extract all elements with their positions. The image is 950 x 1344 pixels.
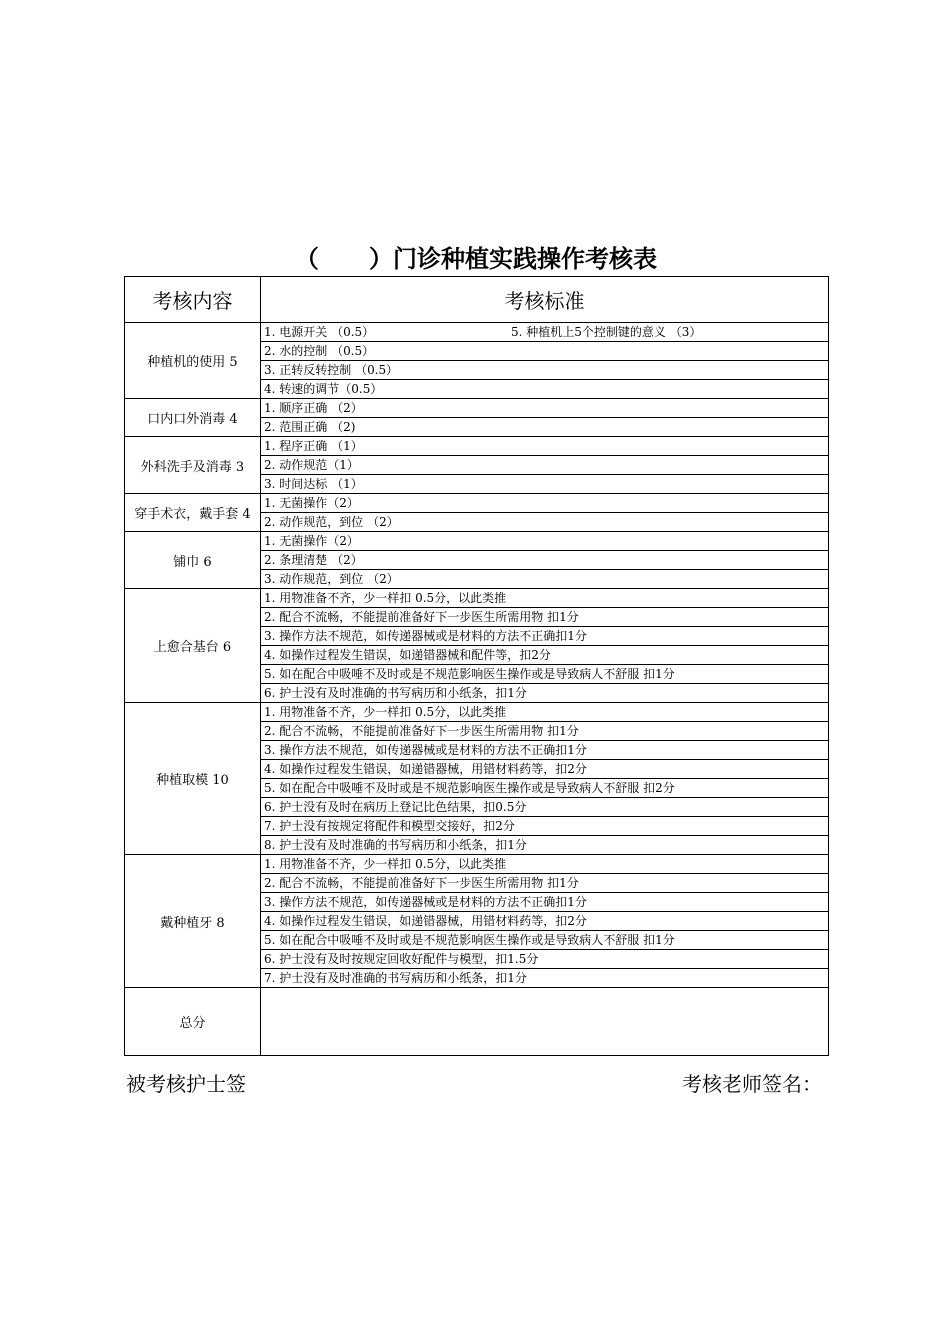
section-label: 上愈合基台 6 [125,589,261,703]
table-header-row [125,277,829,323]
standard-item [261,570,828,588]
section-standards [261,703,829,855]
standard-item-text: 2. 条理清楚 （2） [264,553,363,567]
standard-item [261,969,828,987]
section-label: 口内口外消毒 4 [125,399,261,437]
standard-item-text: 1. 顺序正确 （2） [264,401,363,415]
standard-item [261,323,828,342]
standard-item [261,437,828,456]
standard-item [261,684,828,702]
section-label: 种植取模 10 [125,703,261,855]
standard-item [261,703,828,722]
standard-item-text: 4. 如操作过程发生错误，如递错器械，用错材料药等，扣2分 [264,914,587,928]
section-standards [261,437,829,494]
section-row [125,703,829,855]
standard-item-text: 4. 如操作过程发生错误，如递错器械，用错材料药等，扣2分 [264,762,587,776]
standard-item-text: 3. 时间达标 （1） [264,477,363,491]
header-standard: 考核标准 [261,277,829,323]
section-row [125,437,829,494]
standard-item-text: 7. 护士没有按规定将配件和模型交接好，扣2分 [264,819,515,833]
standard-item [261,532,828,551]
standard-item-text: 4. 转速的调节（0.5） [264,382,383,396]
standard-item-text: 5. 如在配合中吸唾不及时或是不规范影响医生操作或是导致病人不舒服 扣1分 [264,933,675,947]
section-label: 铺巾 6 [125,532,261,589]
section-standards [261,399,829,437]
total-score-cell[interactable] [261,988,829,1056]
standard-item-text: 1. 用物准备不齐，少一样扣 0.5分，以此类推 [264,591,507,605]
standard-item [261,361,828,380]
standard-item [261,836,828,854]
section-row [125,399,829,437]
standard-item [261,874,828,893]
section-row [125,855,829,988]
section-standards [261,323,829,399]
standard-item-text: 2. 配合不流畅，不能提前准备好下一步医生所需用物 扣1分 [264,610,579,624]
standard-item-text: 6. 护士没有及时按规定回收好配件与模型，扣1.5分 [264,952,539,966]
standard-item-text: 2. 配合不流畅，不能提前准备好下一步医生所需用物 扣1分 [264,876,579,890]
standard-item [261,380,828,398]
standard-item-text: 2. 水的控制 （0.5） [264,344,375,358]
standard-item-text: 8. 护士没有及时准确的书写病历和小纸条，扣1分 [264,838,527,852]
standard-item [261,608,828,627]
section-label: 穿手术衣，戴手套 4 [125,494,261,532]
standard-item-text: 2. 范围正确 （2) [264,420,356,434]
standard-item [261,855,828,874]
standard-item-text: 7. 护士没有及时准确的书写病历和小纸条，扣1分 [264,971,527,985]
standard-item [261,817,828,836]
standard-item-text: 6. 护士没有及时在病历上登记比色结果，扣0.5分 [264,800,527,814]
standard-item-text: 1. 无菌操作（2） [264,534,359,548]
section-standards [261,532,829,589]
standard-item-text: 6. 护士没有及时准确的书写病历和小纸条，扣1分 [264,686,527,700]
assessment-table [124,276,829,1056]
standard-item [261,418,828,436]
section-row [125,589,829,703]
total-row [125,988,829,1056]
standard-item-text: 1. 电源开关 （0.5） [264,325,375,339]
standard-item-text: 3. 操作方法不规范，如传递器械或是材料的方法不正确扣1分 [264,629,587,643]
section-label: 外科洗手及消毒 3 [125,437,261,494]
standard-item-text: 3. 操作方法不规范，如传递器械或是材料的方法不正确扣1分 [264,895,587,909]
standard-item [261,627,828,646]
standard-item [261,798,828,817]
standard-item-extra: 5. 种植机上5个控制键的意义 （3） [511,325,702,339]
standard-item-text: 1. 无菌操作（2） [264,496,359,510]
standard-item [261,741,828,760]
standard-item [261,399,828,418]
total-label: 总分 [125,988,261,1056]
section-label: 戴种植牙 8 [125,855,261,988]
standard-item-text: 1. 用物准备不齐，少一样扣 0.5分，以此类推 [264,705,507,719]
section-row [125,494,829,532]
standard-item [261,646,828,665]
standard-item-text: 4. 如操作过程发生错误，如递错器械和配件等，扣2分 [264,648,551,662]
standard-item [261,475,828,493]
section-standards [261,855,829,988]
standard-item [261,665,828,684]
header-content: 考核内容 [125,277,261,323]
section-row [125,323,829,399]
standard-item-text: 2. 动作规范（1） [264,458,359,472]
standard-item [261,456,828,475]
standard-item [261,912,828,931]
teacher-signature-label: 考核老师签名： [682,1072,822,1096]
standard-item-text: 3. 正转反转控制 （0.5） [264,363,399,377]
standard-item-text: 5. 如在配合中吸唾不及时或是不规范影响医生操作或是导致病人不舒服 扣1分 [264,667,675,681]
standard-item [261,722,828,741]
section-label: 种植机的使用 5 [125,323,261,399]
section-standards [261,494,829,532]
standard-item [261,950,828,969]
nurse-signature-label: 被考核护士签 [126,1072,246,1096]
standard-item [261,893,828,912]
standard-item-text: 1. 用物准备不齐，少一样扣 0.5分，以此类推 [264,857,507,871]
section-standards [261,589,829,703]
standard-item [261,513,828,531]
standard-item-text: 5. 如在配合中吸唾不及时或是不规范影响医生操作或是导致病人不舒服 扣2分 [264,781,675,795]
standard-item [261,494,828,513]
standard-item [261,589,828,608]
standard-item [261,551,828,570]
standard-item-text: 2. 配合不流畅，不能提前准备好下一步医生所需用物 扣1分 [264,724,579,738]
standard-item [261,760,828,779]
section-row [125,532,829,589]
standard-item-text: 3. 操作方法不规范，如传递器械或是材料的方法不正确扣1分 [264,743,587,757]
form-title: （ ）门诊种植实践操作考核表 [294,245,658,273]
standard-item [261,779,828,798]
standard-item-text: 2. 动作规范，到位 （2） [264,515,399,529]
standard-item-text: 3. 动作规范，到位 （2） [264,572,399,586]
standard-item [261,931,828,950]
standard-item [261,342,828,361]
standard-item-text: 1. 程序正确 （1） [264,439,363,453]
